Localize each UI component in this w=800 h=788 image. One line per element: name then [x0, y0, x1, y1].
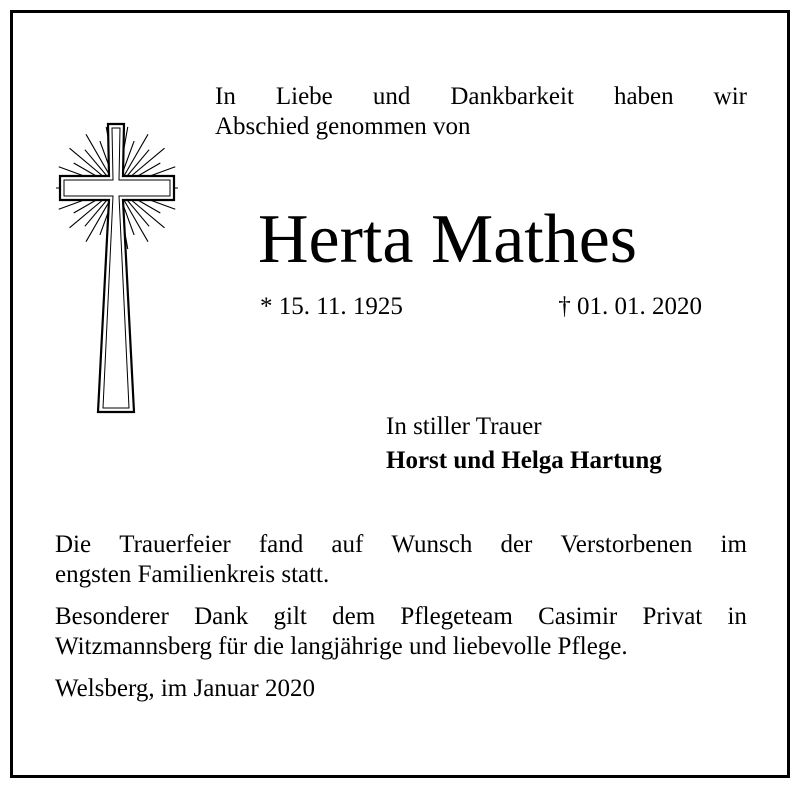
- word: wir: [713, 83, 747, 110]
- birth-date: * 15. 11. 1925: [260, 293, 403, 320]
- word: Trauerfeier: [119, 531, 231, 558]
- word: gilt: [273, 603, 307, 630]
- death-date: † 01. 01. 2020: [558, 293, 702, 320]
- thanks-line-2: Witzmannsberg für die langjährige und liebevolle Pflege.: [55, 633, 628, 660]
- word: Wunsch: [391, 531, 473, 558]
- funeral-line-1: [55, 530, 747, 560]
- thanks-notice: [55, 602, 747, 662]
- thanks-line-1: [55, 602, 747, 632]
- intro-line-1: [215, 82, 747, 112]
- deceased-name: Herta Mathes: [258, 201, 638, 278]
- funeral-line-2: engsten Familienkreis statt.: [55, 561, 330, 588]
- mourners-label: In stiller Trauer: [386, 413, 542, 440]
- word: In: [215, 83, 236, 110]
- word: Verstorbenen: [560, 531, 693, 558]
- word: Dankbarkeit: [450, 83, 574, 110]
- mourners-names: Horst und Helga Hartung: [386, 447, 662, 474]
- word: Liebe: [275, 83, 333, 110]
- word: in: [727, 603, 747, 630]
- word: dem: [332, 603, 376, 630]
- word: Pflegeteam: [400, 603, 513, 630]
- mourners-block: [386, 410, 662, 478]
- funeral-notice: [55, 530, 747, 590]
- word: fand: [258, 531, 304, 558]
- word: haben: [613, 83, 674, 110]
- word: Dank: [194, 603, 249, 630]
- place-date: Welsberg, im Januar 2020: [55, 675, 315, 702]
- word: Casimir: [538, 603, 618, 630]
- word: Besonderer: [55, 603, 169, 630]
- life-dates: [260, 292, 702, 322]
- radiant-cross-icon: [56, 120, 178, 418]
- word: Die: [55, 531, 92, 558]
- word: Privat: [642, 603, 703, 630]
- intro-line-2: Abschied genommen von: [215, 113, 471, 140]
- notice-body: [55, 530, 747, 704]
- word: und: [372, 83, 411, 110]
- word: im: [720, 531, 747, 558]
- intro-text: [215, 82, 747, 142]
- word: der: [500, 531, 533, 558]
- word: auf: [331, 531, 364, 558]
